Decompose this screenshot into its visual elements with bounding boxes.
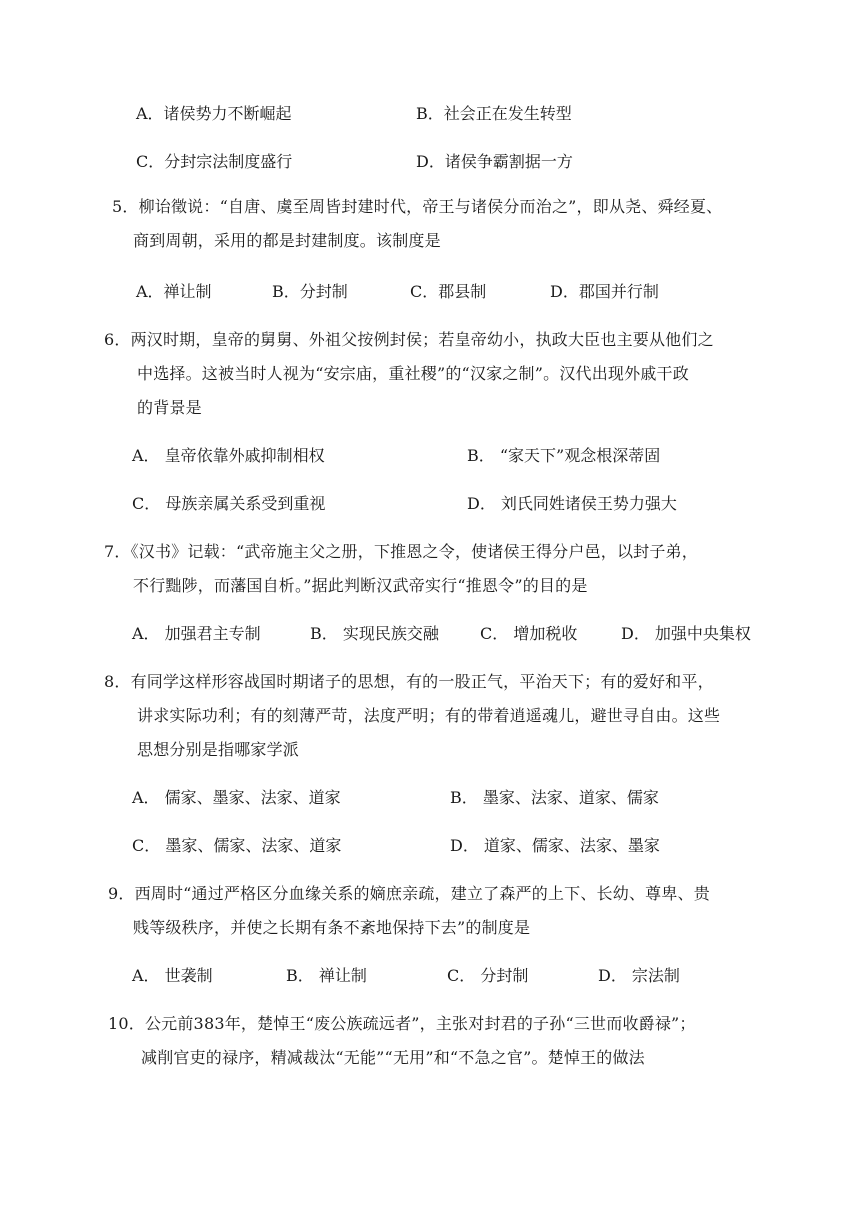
q5-stem-line: 商到周朝，采用的都是封建制度。该制度是 bbox=[133, 231, 441, 250]
q10-stem-line: 10．公元前383年，楚悼王“废公族疏远者”，主张对封君的子孙“三世而收爵禄”； bbox=[108, 1014, 696, 1033]
q8-option-a: A． 儒家、墨家、法家、道家 bbox=[132, 788, 341, 807]
q7-option-b: B． 实现民族交融 bbox=[310, 624, 439, 643]
q7-option-d: D． 加强中央集权 bbox=[621, 624, 751, 643]
q8-option-d: D． 道家、儒家、法家、墨家 bbox=[450, 836, 660, 855]
q4-option-b: B．社会正在发生转型 bbox=[416, 104, 572, 123]
q5-option-b: B．分封制 bbox=[272, 282, 348, 301]
q10-stem-line: 减削官吏的禄序，精减裁汰“无能”“无用”和“不急之官”。楚悼王的做法 bbox=[141, 1048, 645, 1067]
q8-option-b: B． 墨家、法家、道家、儒家 bbox=[450, 788, 659, 807]
q4-option-c: C．分封宗法制度盛行 bbox=[136, 152, 293, 171]
q5-stem-line: 5．柳诒徵说：“自唐、虞至周皆封建时代，帝王与诸侯分而治之”，即从尧、舜经夏、 bbox=[112, 197, 723, 216]
q6-option-c: C． 母族亲属关系受到重视 bbox=[132, 494, 326, 513]
q5-option-a: A．禅让制 bbox=[136, 282, 212, 301]
q6-stem-line: 的背景是 bbox=[137, 398, 202, 417]
q6-option-b: B． “家天下”观念根深蒂固 bbox=[467, 446, 661, 465]
q5-option-c: C．郡县制 bbox=[410, 282, 487, 301]
q6-stem-line: 中选择。这被当时人视为“安宗庙，重社稷”的“汉家之制”。汉代出现外戚干政 bbox=[137, 364, 689, 383]
q9-option-d: D． 宗法制 bbox=[598, 966, 680, 985]
q7-stem-line: 7．《汉书》记载：“武帝施主父之册，下推恩之令，使诸侯王得分户邑，以封子弟， bbox=[104, 542, 698, 561]
q4-option-a: A．诸侯势力不断崛起 bbox=[136, 104, 292, 123]
q8-option-c: C． 墨家、儒家、法家、道家 bbox=[132, 836, 342, 855]
q7-option-a: A． 加强君主专制 bbox=[132, 624, 261, 643]
q7-stem-line: 不行黜陟，而藩国自析。”据此判断汉武帝实行“推恩令”的目的是 bbox=[133, 576, 588, 595]
q8-stem-line: 讲求实际功利；有的刻薄严苛，法度严明；有的带着逍遥魂儿，避世寻自由。这些 bbox=[137, 706, 721, 725]
q5-option-d: D．郡国并行制 bbox=[550, 282, 659, 301]
q8-stem-line: 思想分别是指哪家学派 bbox=[137, 740, 300, 759]
q7-option-c: C． 增加税收 bbox=[480, 624, 578, 643]
q9-stem-line: 9．西周时“通过严格区分血缘关系的嫡庶亲疏，建立了森严的上下、长幼、尊卑、贵 bbox=[108, 884, 710, 903]
q9-option-c: C． 分封制 bbox=[447, 966, 529, 985]
q9-option-a: A． 世袭制 bbox=[132, 966, 213, 985]
q9-option-b: B． 禅让制 bbox=[286, 966, 367, 985]
q9-stem-line: 贱等级秩序，并使之长期有条不紊地保持下去”的制度是 bbox=[133, 918, 531, 937]
q6-option-a: A． 皇帝依靠外戚抑制相权 bbox=[132, 446, 325, 465]
q6-option-d: D． 刘氏同姓诸侯王势力强大 bbox=[467, 494, 677, 513]
q4-option-d: D．诸侯争霸割据一方 bbox=[416, 152, 573, 171]
q6-stem-line: 6．两汉时期，皇帝的舅舅、外祖父按例封侯；若皇帝幼小，执政大臣也主要从他们之 bbox=[104, 330, 714, 349]
q8-stem-line: 8．有同学这样形容战国时期诸子的思想，有的一股正气，平治天下；有的爱好和平， bbox=[104, 672, 714, 691]
